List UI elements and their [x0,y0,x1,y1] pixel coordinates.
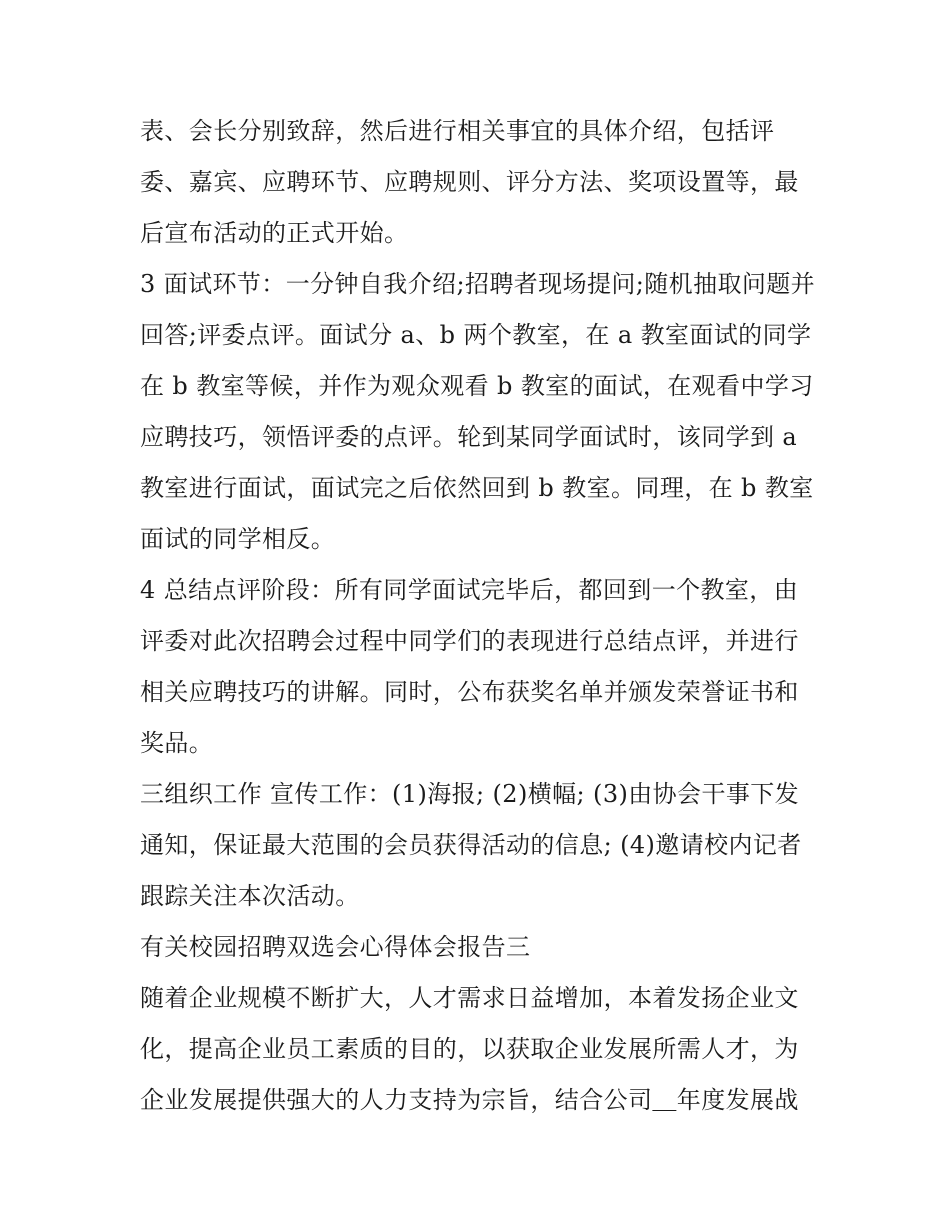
paragraph-interview-stage: 3 面试环节：一分钟自我介绍;招聘者现场提问;随机抽取问题并回答;评委点评。面试分 a、b 两个教室，在 a 教室面试的同学在 b 教室等候，并作为观众观看 b 教室的面试，在观看中学习应聘技巧，领悟评委的点评。轮到某同学面试时，该同学到 a 教室进行面试，面试完之后依然回到 b 教室。同理，在 b 教室面试的同学相反。 [140,270,816,553]
paragraph-report-intro: 随着企业规模不断扩大，人才需求日益增加，本着发扬企业文化，提高企业员工素质的目的，以获取企业发展所需人才，为企业发展提供强大的人力支持为宗旨，结合公司＿年度发展战 [140,984,799,1114]
document-body [140,106,820,1126]
paragraph-summary-stage: 4 总结点评阶段：所有同学面试完毕后，都回到一个教室，由评委对此次招聘会过程中同学们的表现进行总结点评，并进行相关应聘技巧的讲解。同时，公布获奖名单并颁发荣誉证书和奖品。 [140,576,799,757]
paragraph-opening-ceremony: 表、会长分别致辞，然后进行相关事宜的具体介绍，包括评委、嘉宾、应聘环节、应聘规则、评分方法、奖项设置等，最后宣布活动的正式开始。 [140,117,799,247]
section-heading: 有关校园招聘双选会心得体会报告三 [140,933,531,961]
paragraph-organization-work: 三组织工作 宣传工作：(1)海报; (2)横幅; (3)由协会干事下发通知，保证最大范围的会员获得活动的信息; (4)邀请校内记者跟踪关注本次活动。 [140,780,802,910]
